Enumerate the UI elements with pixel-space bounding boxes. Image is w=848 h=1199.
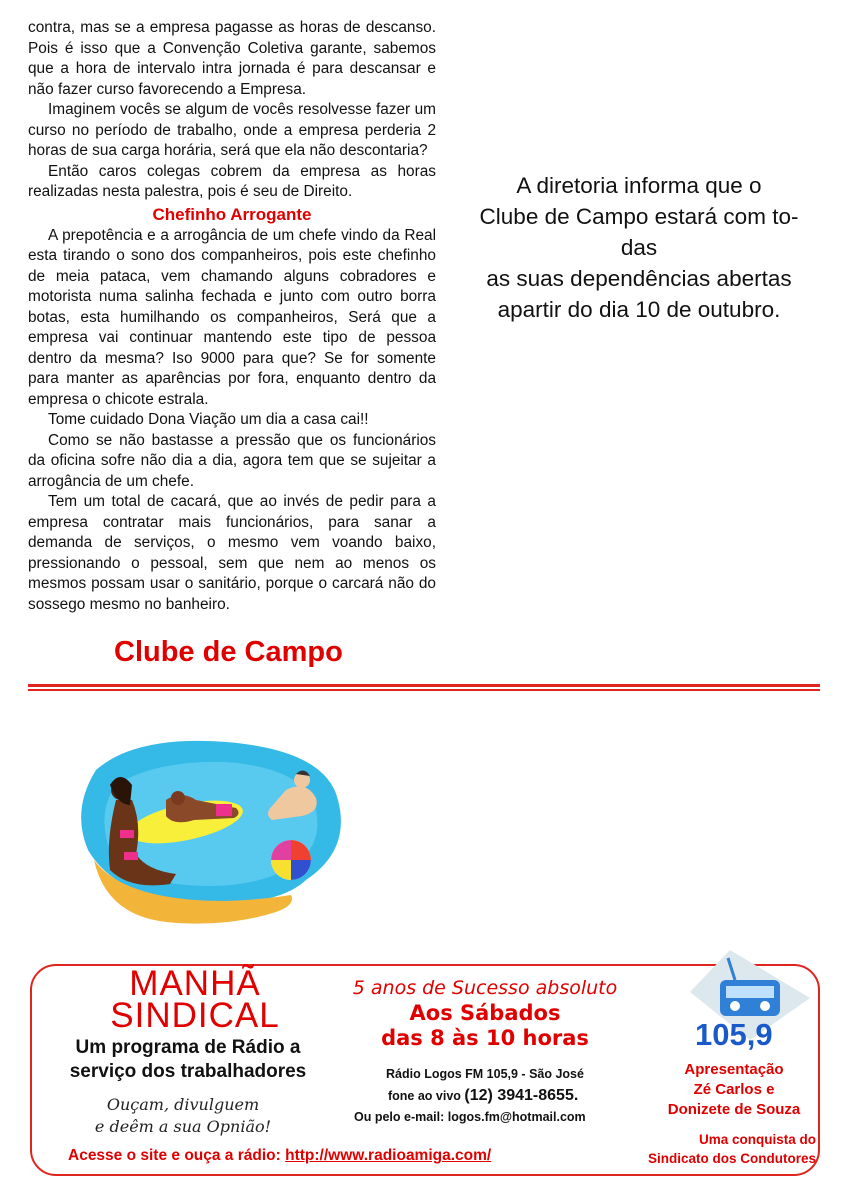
- site-label: Acesse o site e ouça a rádio:: [68, 1147, 281, 1164]
- email-line: Ou pelo e-mail: logos.fm@hotmail.com: [354, 1110, 586, 1124]
- program-description: [42, 1036, 334, 1084]
- message-line: Ouçam, divulguem: [106, 1095, 260, 1114]
- logo-line: SINDICAL: [110, 996, 280, 1035]
- club-notice: [452, 170, 826, 325]
- divider: [28, 689, 820, 691]
- presenters: [640, 1060, 828, 1120]
- message-line: e deêm a sua Opnião!: [94, 1117, 272, 1136]
- union-credit: [610, 1130, 816, 1168]
- phone-number: (12) 3941-8655.: [464, 1087, 579, 1104]
- notice-line: apartir do dia 10 de outubro.: [497, 297, 781, 322]
- pool-illustration: [76, 730, 356, 930]
- listen-message: [60, 1094, 306, 1138]
- site-line: [68, 1147, 491, 1165]
- article-paragraph: Tem um total de cacará, que ao invés de pedir para a empresa contratar mais funcionários, para sanar a demanda de serviços, o mesmo vem voando baixo, pressionando o pessoal, sem que nem ao menos os mesmos possam usar o sanitário, porque o carcará não do sossego mesmo no banheiro.: [28, 493, 436, 613]
- phone-label: fone ao vivo: [388, 1089, 461, 1103]
- saturdays-line: Aos Sábados: [409, 1001, 561, 1025]
- notice-line: das: [620, 235, 658, 260]
- clube-title: Clube de Campo: [114, 636, 343, 668]
- presenters-line: Apresentação: [684, 1061, 784, 1078]
- program-line: Um programa de Rádio a: [75, 1037, 301, 1058]
- divider: [28, 684, 820, 687]
- article-paragraph: Tome cuidado Dona Viação um dia a casa cai!!: [48, 411, 369, 428]
- section-heading: Chefinho Arrogante: [152, 204, 312, 224]
- success-line: 5 anos de Sucesso absoluto: [352, 977, 618, 999]
- credit-line: Sindicato dos Condutores: [647, 1151, 816, 1166]
- article-paragraph: Imaginem vocês se algum de vocês resolvesse fazer um curso no período de trabalho, onde a empresa perderia 2 horas de sua carga horária, será que ela não descontaria?: [28, 101, 436, 159]
- notice-line: A diretoria informa que o: [516, 173, 762, 198]
- radio-contact: [354, 1064, 624, 1128]
- site-link[interactable]: http://www.radioamiga.com/: [285, 1147, 492, 1164]
- notice-line: as suas dependências abertas: [486, 266, 792, 291]
- presenters-line: Donizete de Souza: [667, 1101, 801, 1118]
- notice-line: Clube de Campo estará com to-: [479, 204, 799, 229]
- article-paragraph: Então caros colegas cobrem da empresa as horas realizadas nesta palestra, pois é seu de Direito.: [28, 162, 436, 200]
- credit-line: Uma conquista do: [698, 1132, 816, 1147]
- article-column: [28, 18, 436, 615]
- frequency: 105,9: [695, 1017, 773, 1052]
- article-paragraph: Como se não bastasse a pressão que os funcionários da oficina sofre não dia a dia, agora tem que se sujeitar a arrogância de um chefe.: [28, 431, 436, 490]
- presenters-line: Zé Carlos e: [693, 1081, 775, 1098]
- logo-line: MANHÃ: [129, 964, 261, 1003]
- program-line: serviço dos trabalhadores: [69, 1061, 307, 1082]
- radio-name: Rádio Logos FM 105,9 - São José: [386, 1067, 584, 1081]
- manha-sindical-logo: [60, 964, 330, 1035]
- hours-line: das 8 às 10 horas: [381, 1026, 589, 1050]
- article-paragraph: contra, mas se a empresa pagasse as horas de descanso. Pois é isso que a Convenção Coletiva garante, sabemos que a hora de intervalo intra jornada é para descansar e não fazer curso favorecendo a Empresa.: [28, 19, 436, 98]
- article-paragraph: A prepotência e a arrogância de um chefe vindo da Real esta tirando o sono dos companheiros, pois este chefinho de meia pataca, vem chamando alguns cobradores e motorista numa salinha fechada e junto com outro borra botas, esta humilhando os companheiros, Será que a empresa vai continuar mantendo este tipo de pessoa dentro da mesma? Iso 9000 para que? Se for somente para manter as aparências por fora, enquanto dentro da empresa o chicote estrala.: [28, 226, 436, 408]
- success-block: [330, 976, 640, 1051]
- phone-line: [354, 1085, 624, 1107]
